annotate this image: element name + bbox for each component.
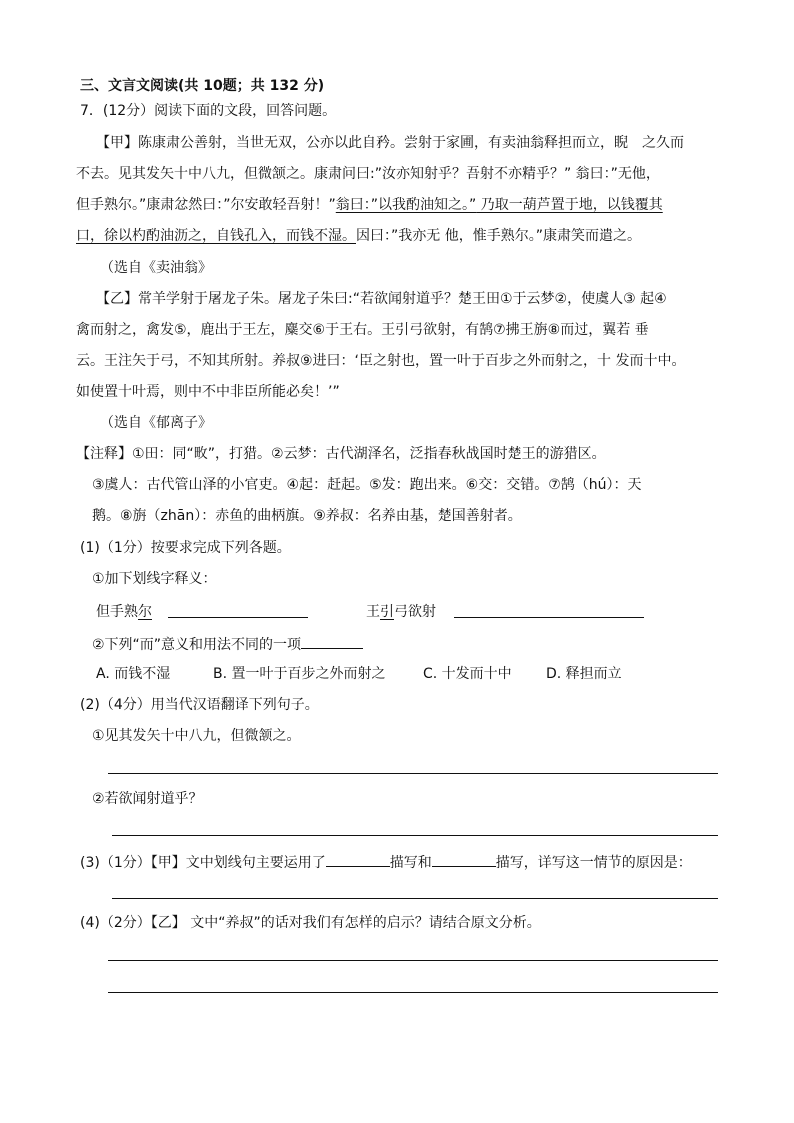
option-d[interactable]: D. 释担而立: [546, 666, 622, 682]
option-b[interactable]: B. 置一叶于百步之外而射之: [213, 666, 386, 682]
passage-jia-tag: 【甲】: [96, 135, 138, 151]
passage-jia-line-4: 口，徐以杓酌油沥之，自钱孔入，而钱不湿。因曰：”我亦无 他，惟手熟尔。”康肃笑而遣之。: [76, 228, 641, 244]
option-c[interactable]: C. 十发而十中: [423, 666, 512, 682]
sub-question-1-part-2: ②下列“而”意义和用法不同的一项: [92, 632, 363, 656]
sub-question-2-title: (2)（4分）用当代汉语翻译下列句子。: [80, 697, 319, 713]
sub-question-2-sentence-1: ①见其发矢十中八九，但微颔之。: [92, 728, 301, 744]
notes-line-3: 鹅。⑧旃（zhān）：赤鱼的曲柄旗。⑨养叔：名养由基，楚国善射者。: [92, 508, 522, 524]
answer-line-3[interactable]: [112, 898, 718, 899]
answer-line-4-2[interactable]: [108, 992, 718, 993]
passage-jia-line-1: 【甲】陈康肃公善射，当世无双，公亦以此自矜。尝射于家圃，有卖油翁释担而立，睨 之久而: [96, 135, 684, 151]
passage-yi-line-3: 云。王注矢于弓，不知其所射。养叔⑨进曰：‘臣之射也，置一叶于百步之外而射之，十 发而十中。: [76, 353, 686, 369]
option-a[interactable]: A. 而钱不湿: [96, 666, 171, 682]
passage-yi-line-2: 禽而射之，禽发⑤，鹿出于王左，麋交⑥于王右。王引弓欲射，有鹄⑦拂王旃⑧而过，翼若 垂: [76, 322, 649, 338]
passage-jia-line-2: 不去。见其发矢十中八九，但微颔之。康肃问曰:”汝亦知射乎？吾射不亦精乎？” 翁曰：”无他，: [76, 166, 660, 182]
answer-blank-3-2[interactable]: [432, 850, 496, 867]
answer-line-2-2[interactable]: [112, 835, 718, 836]
notes-line-2: ③虞人：古代管山泽的小官吏。④起：赶起。⑤发：跑出来。⑥交：交错。⑦鹄（hú）：天: [92, 477, 642, 493]
item-a: 但手熟尔: [96, 604, 152, 620]
passage-yi-source: （选自《郁离子》: [100, 415, 212, 431]
sub-question-4: (4)（2分）【乙】 文中“养叔”的话对我们有怎样的启示？请结合原文分析。: [80, 915, 541, 931]
item-b: 王引弓欲射: [366, 604, 436, 620]
sub-question-1-title: (1)（1分）按要求完成下列各题。: [80, 540, 291, 556]
answer-blank-3-1[interactable]: [326, 850, 390, 867]
answer-blank-b[interactable]: [454, 617, 644, 618]
section-title: 三、文言文阅读(共 10题；共 132 分): [80, 78, 325, 94]
answer-blank-a[interactable]: [168, 617, 308, 618]
passage-yi-line-4: 如使置十叶焉，则中不中非臣所能必矣！’”: [76, 384, 340, 400]
answer-blank-choice[interactable]: [301, 632, 363, 649]
answer-line-2-1[interactable]: [108, 773, 718, 774]
passage-yi-line-1: 【乙】常羊学射于屠龙子朱。屠龙子朱曰:“若欲闻射道乎？楚王田①于云梦②，使虞人③ 起④: [96, 291, 667, 307]
passage-yi-tag: 【乙】: [96, 291, 138, 307]
sub-question-2-sentence-2: ②若欲闻射道乎？: [92, 791, 203, 807]
passage-jia-line-3: 但手熟尔。”康肃忿然曰：”尔安敢轻吾射！”翁曰：”以我酌油知之。” 乃取一葫芦置于地，以钱覆其: [76, 197, 663, 213]
answer-line-4-1[interactable]: [108, 960, 718, 961]
notes-line-1: 【注释】①田：同“畋”，打猎。②云梦：古代湖泽名，泛指春秋战国时楚王的游猎区。: [76, 446, 606, 462]
sub-question-3: (3)（1分）【甲】文中划线句主要运用了 描写和 描写，详写这一情节的原因是：: [80, 850, 692, 874]
sub-question-1-part-1: ①加下划线字释义：: [92, 571, 217, 587]
underlined-sentence: 翁曰：”以我酌油知之。”: [335, 197, 477, 213]
question-7-intro: 7．(12分）阅读下面的文段，回答问题。: [80, 103, 337, 119]
passage-jia-source: （选自《卖油翁》: [100, 260, 212, 276]
